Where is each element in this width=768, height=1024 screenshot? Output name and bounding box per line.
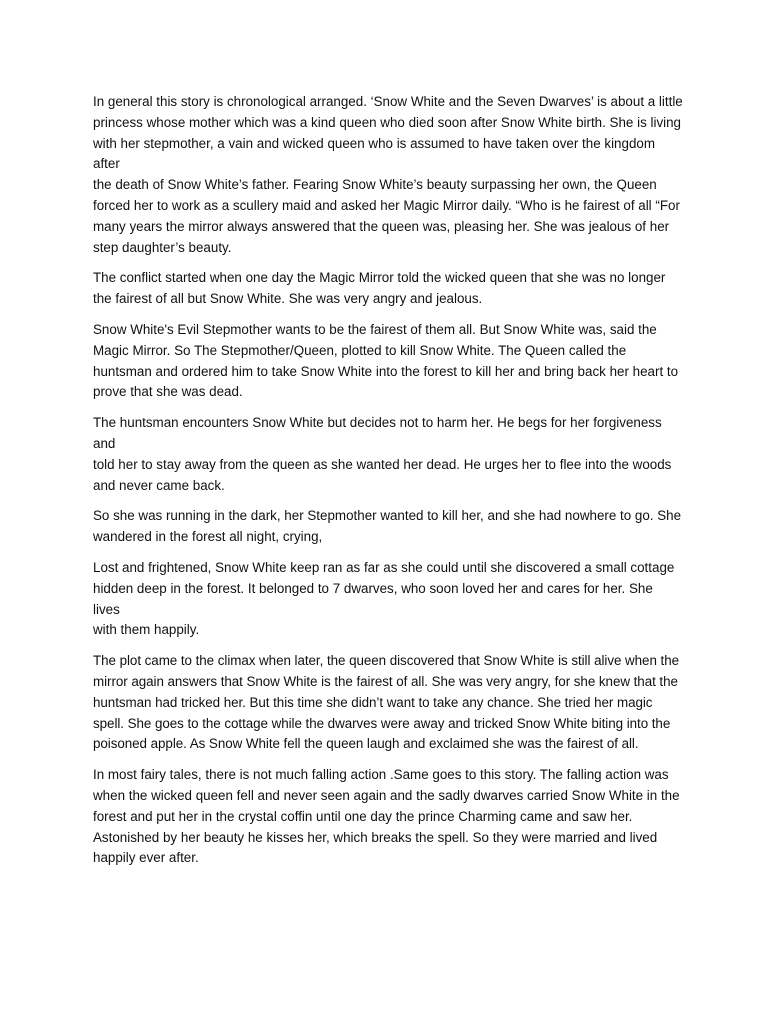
document-body bbox=[93, 92, 683, 879]
paragraph-running: So she was running in the dark, her Stepmother wanted to kill her, and she had nowhere to go. She wandered in the forest all night, crying, bbox=[93, 508, 682, 545]
paragraph-falling-action: In most fairy tales, there is not much falling action .Same goes to this story. The falling action was when the wicked queen fell and never seen again and the sadly dwarves carried Snow White in the forest and put her in the crystal coffin until one day the prince Charming came and saw her. Astonished by her beauty he kisses her, which breaks the spell. So they were married and lived happily ever after. bbox=[93, 767, 680, 866]
paragraph-stepmother-plot: Snow White's Evil Stepmother wants to be the fairest of them all. But Snow White was, said the Magic Mirror. So The Stepmother/Queen, plotted to kill Snow White. The Queen called the huntsman and ordered him to take Snow White into the forest to kill her and bring back her heart to prove that she was dead. bbox=[93, 321, 679, 400]
paragraph-cottage: Lost and frightened, Snow White keep ran as far as she could until she discovered a small cottage hidden deep in the forest. It belonged to 7 dwarves, who soon loved her and cares for her. She lives with them happily. bbox=[93, 559, 675, 638]
paragraph-huntsman: The huntsman encounters Snow White but decides not to harm her. He begs for her forgiveness and told her to stay away from the queen as she wanted her dead. He urges her to flee into the woods and never came back. bbox=[93, 415, 672, 493]
paragraph-climax: The plot came to the climax when later, the queen discovered that Snow White is still alive when the mirror again answers that Snow White is the fairest of all. She was very angry, for she knew that the huntsman had tricked her. But this time she didn’t want to take any chance. She tried her magic spell. She goes to the cottage while the dwarves were away and tricked Snow White biting into the poisoned apple. As Snow White fell the queen laugh and exclaimed she was the fairest of all. bbox=[93, 653, 679, 752]
paragraph-introduction: In general this story is chronological arranged. ‘Snow White and the Seven Dwarves’ is about a little princess whose mother which was a kind queen who died soon after Snow White birth. She is living with her stepmother, a vain and wicked queen who is assumed to have taken over the kingdom after the death of Snow White’s father. Fearing Snow White’s beauty surpassing her own, the Queen forced her to work as a scullery maid and asked her Magic Mirror daily. “Who is he fairest of all “For many years the mirror always answered that the queen was, pleasing her. She was jealous of her step daughter’s beauty. bbox=[93, 94, 683, 255]
paragraph-conflict: The conflict started when one day the Magic Mirror told the wicked queen that she was no longer the fairest of all but Snow White. She was very angry and jealous. bbox=[93, 270, 666, 307]
